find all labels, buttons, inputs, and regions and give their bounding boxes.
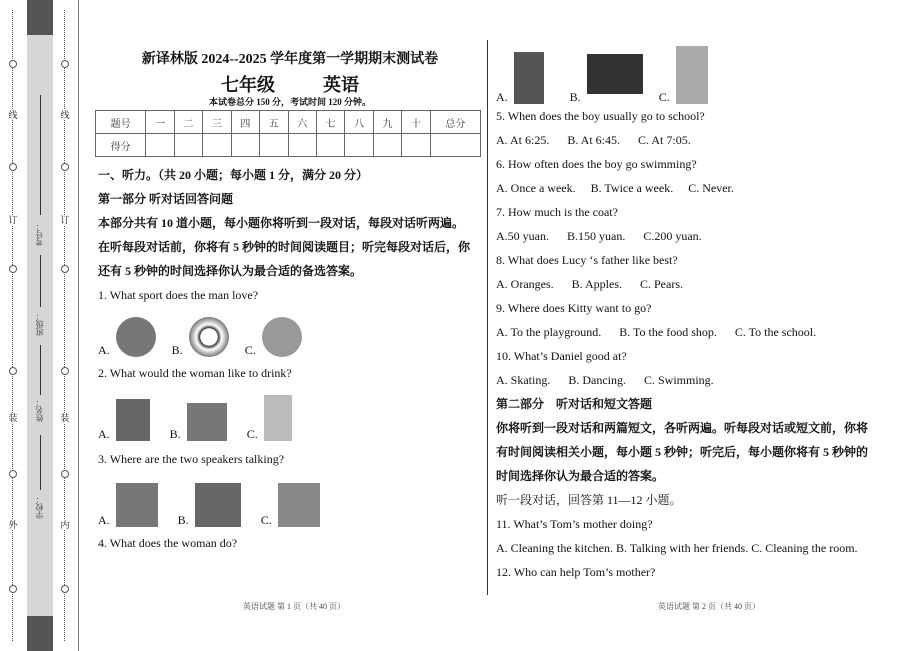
table-cell: 题号: [96, 111, 146, 134]
glass-image: [264, 395, 292, 441]
circle-mark: [61, 265, 69, 273]
table-row: [96, 134, 481, 157]
option-b[interactable]: [178, 483, 251, 527]
circle-mark: [61, 585, 69, 593]
question-4: 4. What does the woman do?: [98, 536, 238, 550]
option-label: C.: [246, 427, 258, 441]
table-cell: 四: [231, 111, 259, 134]
job-image-a: [514, 52, 544, 104]
circle-mark: [61, 367, 69, 375]
q1-options: [98, 307, 483, 361]
option-label: A.: [496, 90, 508, 104]
soccer-ball-image: [189, 317, 229, 357]
outer-mark: 订: [8, 215, 18, 225]
option-b[interactable]: [172, 317, 239, 357]
q4-options: [496, 38, 886, 104]
table-row: [96, 111, 481, 134]
option-a[interactable]: [98, 317, 166, 357]
part-heading: 第二部分 听对话和短文答题: [496, 397, 653, 411]
outer-cut-line: [12, 10, 13, 641]
circle-mark: [9, 163, 17, 171]
q9-options: A. To the playground. B. To the food shop. C. To the school.: [496, 325, 817, 339]
q11-options: A. Cleaning the kitchen. B. Talking with her friends. C. Cleaning the room.: [496, 541, 858, 555]
part-heading: 第一部分 听对话回答问题: [98, 192, 234, 206]
circle-mark: [9, 367, 17, 375]
right-column: [496, 38, 886, 584]
instructions: 本部分共有 10 道小题，每小题你将听到一段对话，每段对话听两遍。: [98, 216, 465, 230]
outer-mark: 外: [8, 520, 18, 530]
question-11: 11. What’s Tom’s mother doing?: [496, 517, 653, 531]
basketball-image: [116, 317, 156, 357]
option-label: B.: [569, 90, 581, 104]
table-cell: 三: [203, 111, 231, 134]
binding-margin: [0, 0, 79, 651]
q6-options: A. Once a week. B. Twice a week. C. Never.: [496, 181, 734, 195]
question-9: 9. Where does Kitty want to go?: [496, 301, 652, 315]
score-cell[interactable]: [402, 134, 430, 157]
question-12: 12. Who can help Tom’s mother?: [496, 565, 656, 579]
job-image-b: [587, 54, 643, 94]
grade: 七年级: [221, 75, 275, 95]
question-5: 5. When does the boy usually go to school?: [496, 109, 705, 123]
table-cell: 总分: [430, 111, 480, 134]
place-image-b: [195, 483, 241, 527]
table-cell: 十: [402, 111, 430, 134]
juice-bottle-image: [116, 399, 150, 441]
inner-mark: 订: [60, 215, 70, 225]
question-1: 1. What sport does the man love?: [98, 288, 259, 302]
circle-mark: [61, 163, 69, 171]
school-field[interactable]: [40, 435, 41, 490]
circle-mark: [9, 585, 17, 593]
exam-number-field[interactable]: [40, 95, 41, 215]
option-label: B.: [169, 427, 181, 441]
score-cell[interactable]: [430, 134, 480, 157]
option-label: B.: [177, 513, 189, 527]
page-footer-1: 英语试题 第 1 页（共 40 页）: [243, 602, 345, 611]
table-cell: 二: [174, 111, 202, 134]
left-column: [98, 163, 483, 555]
score-cell[interactable]: [203, 134, 231, 157]
column-divider: [487, 40, 488, 595]
band-end: [27, 0, 53, 35]
option-b[interactable]: [570, 54, 653, 104]
score-cell[interactable]: [231, 134, 259, 157]
score-cell[interactable]: [288, 134, 316, 157]
table-cell: 得分: [96, 134, 146, 157]
school-label: 学校：: [35, 495, 44, 519]
circle-mark: [61, 60, 69, 68]
option-c[interactable]: [245, 317, 312, 357]
grade-subject: [98, 71, 482, 97]
score-cell[interactable]: [345, 134, 373, 157]
class-label: 班级：: [35, 312, 44, 336]
question-2: 2. What would the woman like to drink?: [98, 366, 292, 380]
q3-options: [98, 471, 483, 531]
option-a[interactable]: [98, 399, 160, 441]
table-cell: 七: [316, 111, 344, 134]
outer-mark: 装: [8, 413, 18, 423]
question-7: 7. How much is the coat?: [496, 205, 618, 219]
score-cell[interactable]: [316, 134, 344, 157]
option-label: C.: [658, 90, 670, 104]
subject: 英语: [323, 75, 359, 95]
option-c[interactable]: [247, 395, 302, 441]
inner-cut-line: [64, 10, 65, 641]
circle-mark: [9, 470, 17, 478]
option-label: A.: [98, 427, 110, 441]
score-cell[interactable]: [260, 134, 288, 157]
score-table: [95, 110, 481, 157]
name-label: 姓名：: [35, 398, 44, 422]
section-heading: 一、听力。（共 20 小题；每小题 1 分，满分 20 分）: [98, 168, 369, 182]
option-label: A.: [98, 343, 110, 357]
instructions: 在听每段对话前，你将有 5 秒钟的时间阅读题目；听完每段对话后，你: [98, 240, 471, 254]
page-footer-2: 英语试题 第 2 页（共 40 页）: [658, 602, 760, 611]
inner-mark: 线: [60, 110, 70, 120]
circle-mark: [9, 265, 17, 273]
q2-options: [98, 385, 483, 447]
class-field[interactable]: [40, 255, 41, 307]
instructions: 时间选择你认为最合适的答案。: [496, 469, 665, 483]
job-image-c: [676, 46, 708, 104]
option-c[interactable]: [261, 483, 330, 527]
volleyball-image: [262, 317, 302, 357]
exam-title: 新译林版 2024--2025 学年度第一学期期末测试卷: [141, 52, 439, 67]
option-label: C.: [244, 343, 256, 357]
outer-mark: 线: [8, 110, 18, 120]
q7-options: A.50 yuan. B.150 yuan. C.200 yuan.: [496, 229, 702, 243]
option-label: B.: [171, 343, 183, 357]
circle-mark: [61, 470, 69, 478]
instructions: 有时间阅读相关小题，每小题 5 秒钟；听完后，每小题你将有 5 秒钟的: [496, 445, 869, 459]
option-a[interactable]: [98, 483, 168, 527]
option-b[interactable]: [170, 403, 237, 441]
circle-mark: [9, 60, 17, 68]
score-cell[interactable]: [146, 134, 174, 157]
instructions: 你将听到一段对话和两篇短文，各听两遍。听每段对话或短文前，你将: [496, 421, 869, 435]
question-3: 3. Where are the two speakers talking?: [98, 452, 285, 466]
option-a[interactable]: [496, 52, 554, 104]
score-cell[interactable]: [174, 134, 202, 157]
score-cell[interactable]: [373, 134, 401, 157]
option-label: C.: [260, 513, 272, 527]
question-8: 8. What does Lucy ‘s father like best?: [496, 253, 678, 267]
table-cell: 九: [373, 111, 401, 134]
q8-options: A. Oranges. B. Apples. C. Pears.: [496, 277, 683, 291]
exam-number-label: 考号：: [35, 222, 44, 246]
coffee-bag-image: [187, 403, 227, 441]
option-c[interactable]: [659, 46, 718, 104]
table-cell: 六: [288, 111, 316, 134]
question-6: 6. How often does the boy go swimming?: [496, 157, 697, 171]
question-10: 10. What’s Daniel good at?: [496, 349, 627, 363]
band-end: [27, 616, 53, 651]
q10-options: A. Skating. B. Dancing. C. Swimming.: [496, 373, 714, 387]
instructions: 还有 5 秒钟的时间选择你认为最合适的备选答案。: [98, 264, 363, 278]
q5-options: A. At 6:25. B. At 6:45. C. At 7:05.: [496, 133, 691, 147]
option-label: A.: [98, 513, 110, 527]
name-field[interactable]: [40, 345, 41, 395]
table-cell: 五: [260, 111, 288, 134]
sub-instruction: 听一段对话，回答第 11—12 小题。: [496, 493, 682, 507]
table-cell: 八: [345, 111, 373, 134]
place-image-a: [116, 483, 158, 527]
inner-mark: 内: [60, 520, 70, 530]
table-cell: 一: [146, 111, 174, 134]
place-image-c: [278, 483, 320, 527]
exam-note: 本试卷总分 150 分，考试时间 120 分钟。: [208, 97, 371, 107]
inner-mark: 装: [60, 413, 70, 423]
